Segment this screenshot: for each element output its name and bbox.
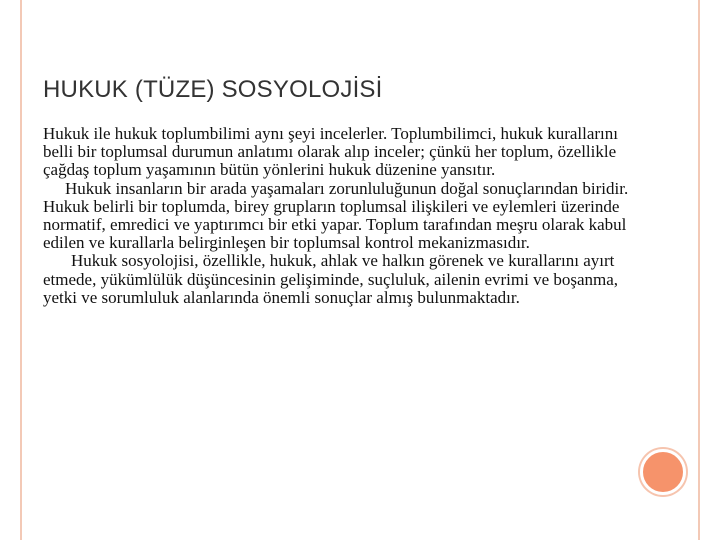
slide-body [43, 125, 643, 307]
decorative-circle [640, 449, 686, 495]
slide-title: HUKUK (TÜZE) SOSYOLOJİSİ [43, 76, 383, 103]
paragraph-2: Hukuk insanların bir arada yaşamaları zorunluluğunun doğal sonuçlarından biridir. Hukuk belirli bir toplumda, birey grupların toplumsal ilişkileri ve eylemleri üzerinde normatif, emredici ve yaptırımcı bir etki yapar. Toplum tarafından meşru olarak kabul edilen ve kurallarla belirginleşen bir toplumsal kontrol mekanizmasıdır. [43, 178, 629, 253]
paragraph-1: Hukuk ile hukuk toplumbilimi aynı şeyi incelerler. Toplumbilimci, hukuk kurallarını belli bir toplumsal durumun anlatımı olarak alıp inceler; çünkü her toplum, özellikle çağdaş toplum yaşamının bütün yönlerini hukuk düzenine yansıtır. [43, 124, 618, 180]
paragraph-3: Hukuk sosyolojisi, özellikle, hukuk, ahlak ve halkın görenek ve kurallarını ayırt etmede, yükümlülük düşüncesinin gelişiminde, suçluluk, ailenin evrimi ve boşanma, yetki ve sorumluluk alanlarında önemli sonuçlar almış bulunmaktadır. [43, 251, 619, 307]
